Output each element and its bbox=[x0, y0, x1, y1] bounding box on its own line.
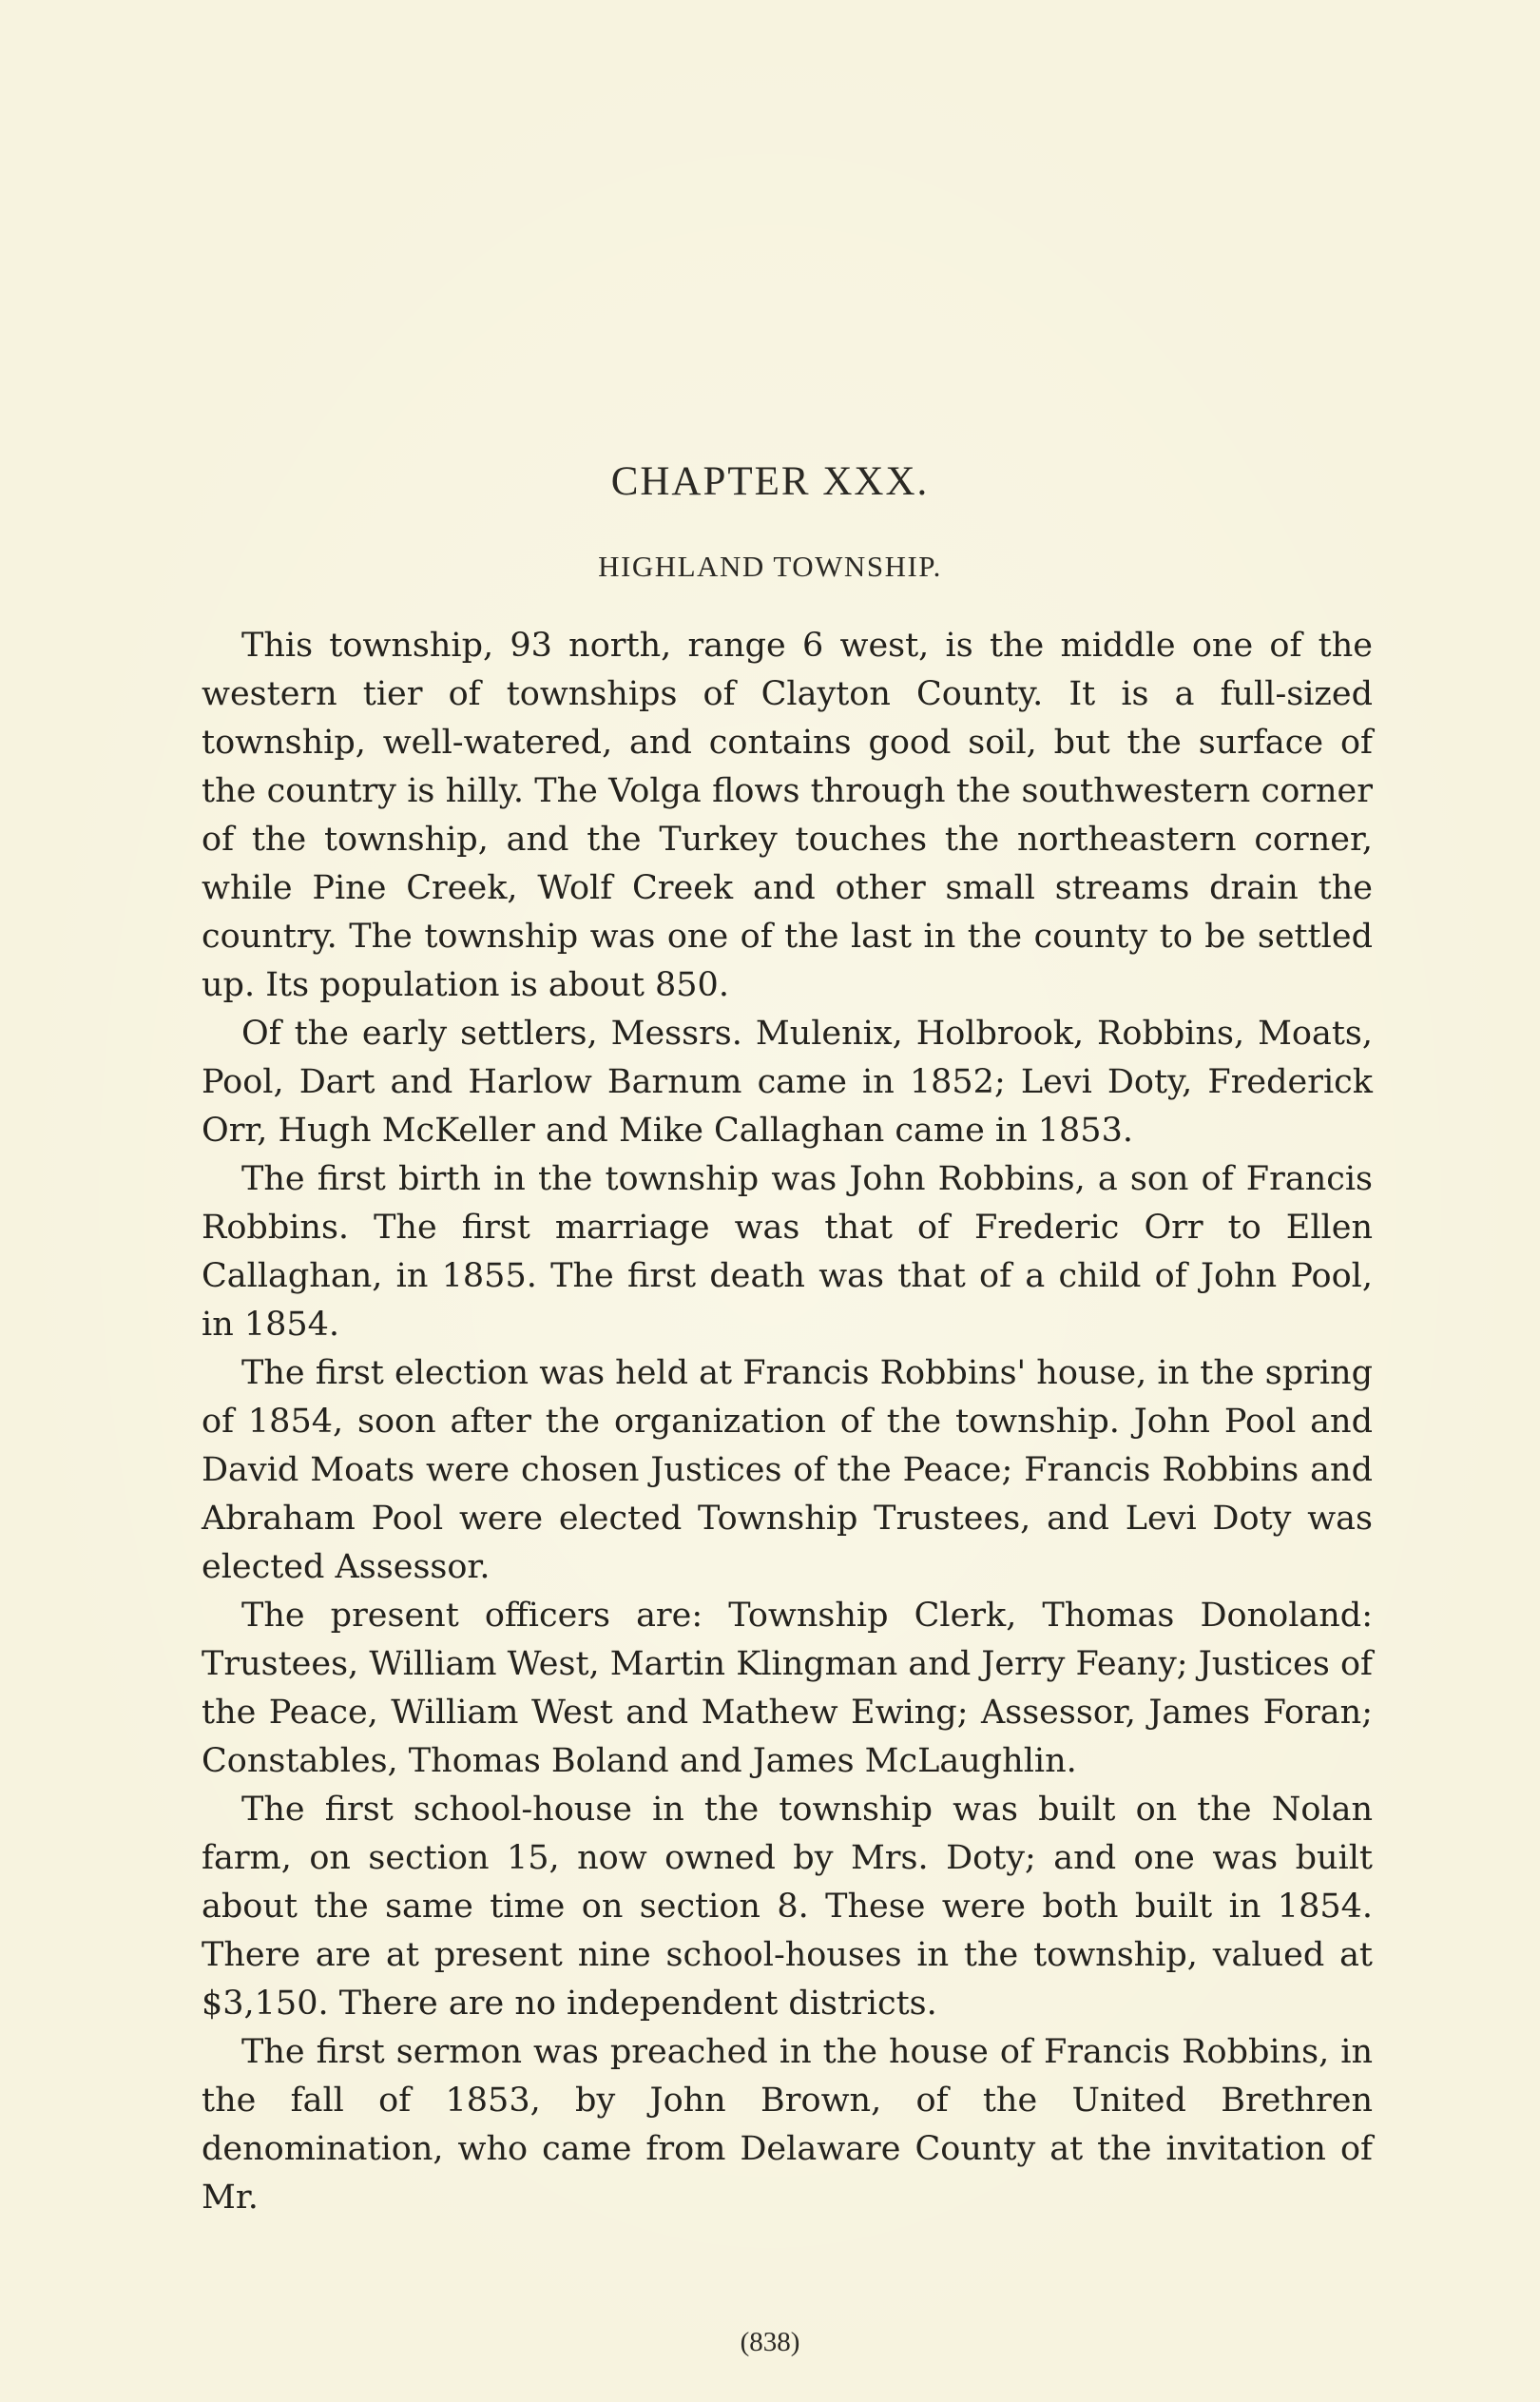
paragraph: The first election was held at Francis Robbins' house, in the spring of 1854, soon after the organization of the township. John Pool and David Moats were chosen Justices of the Peace; Francis Robbins and Abraham Pool were elected Township Trustees, and Levi Doty was elected Assessor. bbox=[202, 1354, 1373, 1586]
paragraph: The first sermon was preached in the house of Francis Robbins, in the fall of 1853, by John Brown, of the United Brethren denomination, who came from Delaware County at the invitation of Mr. bbox=[202, 2033, 1373, 2217]
paragraph: The first birth in the township was John Robbins, a son of Francis Robbins. The first marriage was that of Frederic Orr to Ellen Callaghan, in 1855. The first death was that of a child of John Pool, in 1854. bbox=[202, 1160, 1373, 1344]
body-text bbox=[202, 622, 1373, 2222]
paragraph: Of the early settlers, Messrs. Mulenix, Holbrook, Robbins, Moats, Pool, Dart and Harlow Barnum came in 1852; Levi Doty, Frederick Orr, Hugh McKeller and Mike Callaghan came in 1853. bbox=[202, 1015, 1373, 1150]
chapter-title: CHAPTER XXX. bbox=[610, 459, 930, 504]
paragraph: The present officers are: Township Clerk, Thomas Donoland: Trustees, William West, Martin Klingman and Jerry Feany; Justices of the Peace, William West and Mathew Ewing; Assessor, James Foran; Constables, Thomas Boland and James McLaughlin. bbox=[202, 1597, 1373, 1780]
section-title: HIGHLAND TOWNSHIP. bbox=[598, 550, 942, 583]
paragraph: This township, 93 north, range 6 west, is the middle one of the western tier of townships of Clayton County. It is a full-sized township, well-watered, and contains good soil, but the surface of the country is hilly. The Volga flows through the southwestern corner of the township, and the Turkey touches the northeastern corner, while Pine Creek, Wolf Creek and other small streams drain the country. The township was one of the last in the county to be settled up. Its population is about 850. bbox=[202, 627, 1373, 1004]
paragraph: The first school-house in the township was built on the Nolan farm, on section 15, now owned by Mrs. Doty; and one was built about the same time on section 8. These were both built in 1854. There are at present nine school-houses in the township, valued at $3,150. There are no independent districts. bbox=[202, 1791, 1373, 2023]
page-number: (838) bbox=[740, 2327, 800, 2357]
